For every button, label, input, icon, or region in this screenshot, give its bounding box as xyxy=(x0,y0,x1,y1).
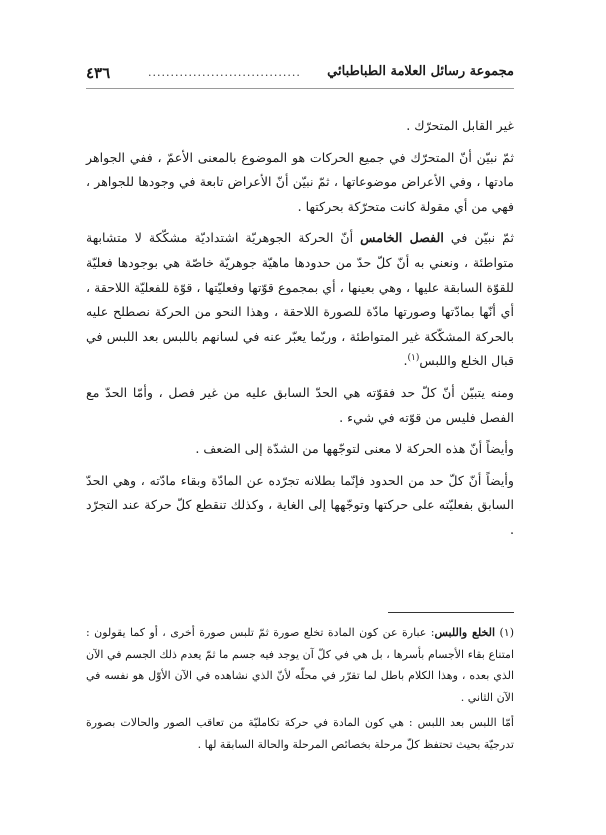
paragraph-3-text: أنّ الحركة الجوهريّة اشتداديّة مشكّكة لا متشابهة متواطئة ، ونعني به أنّ كلّ حدّ من حدودها ماهيّة جوهريّة خاصّة هي بوجودها فعليّة للقوّة السابقة عليها ، وهي بعينها ، أي بمجموع قوّتها وفعليّتها ، قوّة للفعليّة اللاحقة ، أي أنّها بمادّتها وصورتها مادّة للصورة اللاحقة ، وهذا النحو من الحركة نصطلح عليه بالحركة المشكّكة غير المتواطئة ، وربّما يعبّر عنه في لسانهم باللبس بعد اللبس في قبال الخلع واللبس xyxy=(86,230,514,369)
footnote-1-term: الخلع واللبس xyxy=(434,626,496,639)
running-header xyxy=(86,62,514,89)
footnotes xyxy=(86,622,514,759)
paragraph-5: وأيضاً أنّ هذه الحركة لا معنى لتوجّهها من الشدّة إلى الضعف . xyxy=(195,441,514,457)
footnote-1-text: : عبارة عن كون المادة تخلع صورة ثمّ تلبس صورة أخرى ، أو كما يقولون : امتناع بقاء الأجسام بأسرها ، بل هي في كلّ آن يوجد فيه جسم ما ثمّ يعدم ذلك الجسم في الآن الذي بعده ، وهذا الكلام باطل لما تقرّر في محلّه لأنّ الذي نشاهده في الآن الأوّل هو نفسه في الآن الثاني . xyxy=(86,626,514,704)
paragraph-3 xyxy=(86,226,514,374)
page-number: ٤٣٦ xyxy=(86,64,111,82)
paragraph-6: وأيضاً أنّ كلّ حد من الحدود فإنّما بطلانه تجرّده عن المادّة وبقاء مادّته ، وهي الحدّ السابق بفعليّته على حركتها وتوجّهها إلى الغاية ، وكذلك تنقطع كلّ حركة عند التجرّد . xyxy=(86,472,514,537)
header-leader-dots: .................................. xyxy=(148,66,301,79)
footnote-separator xyxy=(388,612,514,613)
footnote-2: أمّا اللبس بعد اللبس : هي كون المادة في حركة تكامليّة من تعاقب الصور والحالات بصورة تدرجيّة بحيث تحتفظ كلّ مرحلة بخصائص المرحلة والحالة السابقة لها . xyxy=(86,716,514,751)
paragraph-2: ثمّ نبيّن أنّ المتحرّك في جميع الحركات هو الموضوع بالمعنى الأعمّ ، ففي الجواهر مادتها ، وفي الأعراض موضوعاتها ، ثمّ نبيّن أنّ الأعراض تابعة في وجودها للجواهر ، فهي من أي مقولة كانت متحرّكة بحركتها . xyxy=(86,149,514,214)
paragraph-3-end: . xyxy=(403,353,408,369)
footnote-1-marker: (١) xyxy=(499,626,514,639)
book-title: مجموعة رسائل العلامة الطباطبائي xyxy=(327,64,514,79)
paragraph-3-lead: ثمّ نبيّن في xyxy=(443,230,514,246)
footnote-1 xyxy=(86,622,514,708)
paragraph-1: غير القابل المتحرّك . xyxy=(406,118,514,133)
main-text xyxy=(86,114,514,550)
section-heading-fifth: الفصل الخامس xyxy=(360,230,444,246)
footnote-reference[interactable]: (١) xyxy=(407,353,420,364)
paragraph-4: ومنه يتبيّن أنّ كلّ حد فقوّته هي الحدّ السابق عليه من غير فصل ، وأمّا الحدّ مع الفصل فليس من قوّته في شيء . xyxy=(86,384,514,425)
